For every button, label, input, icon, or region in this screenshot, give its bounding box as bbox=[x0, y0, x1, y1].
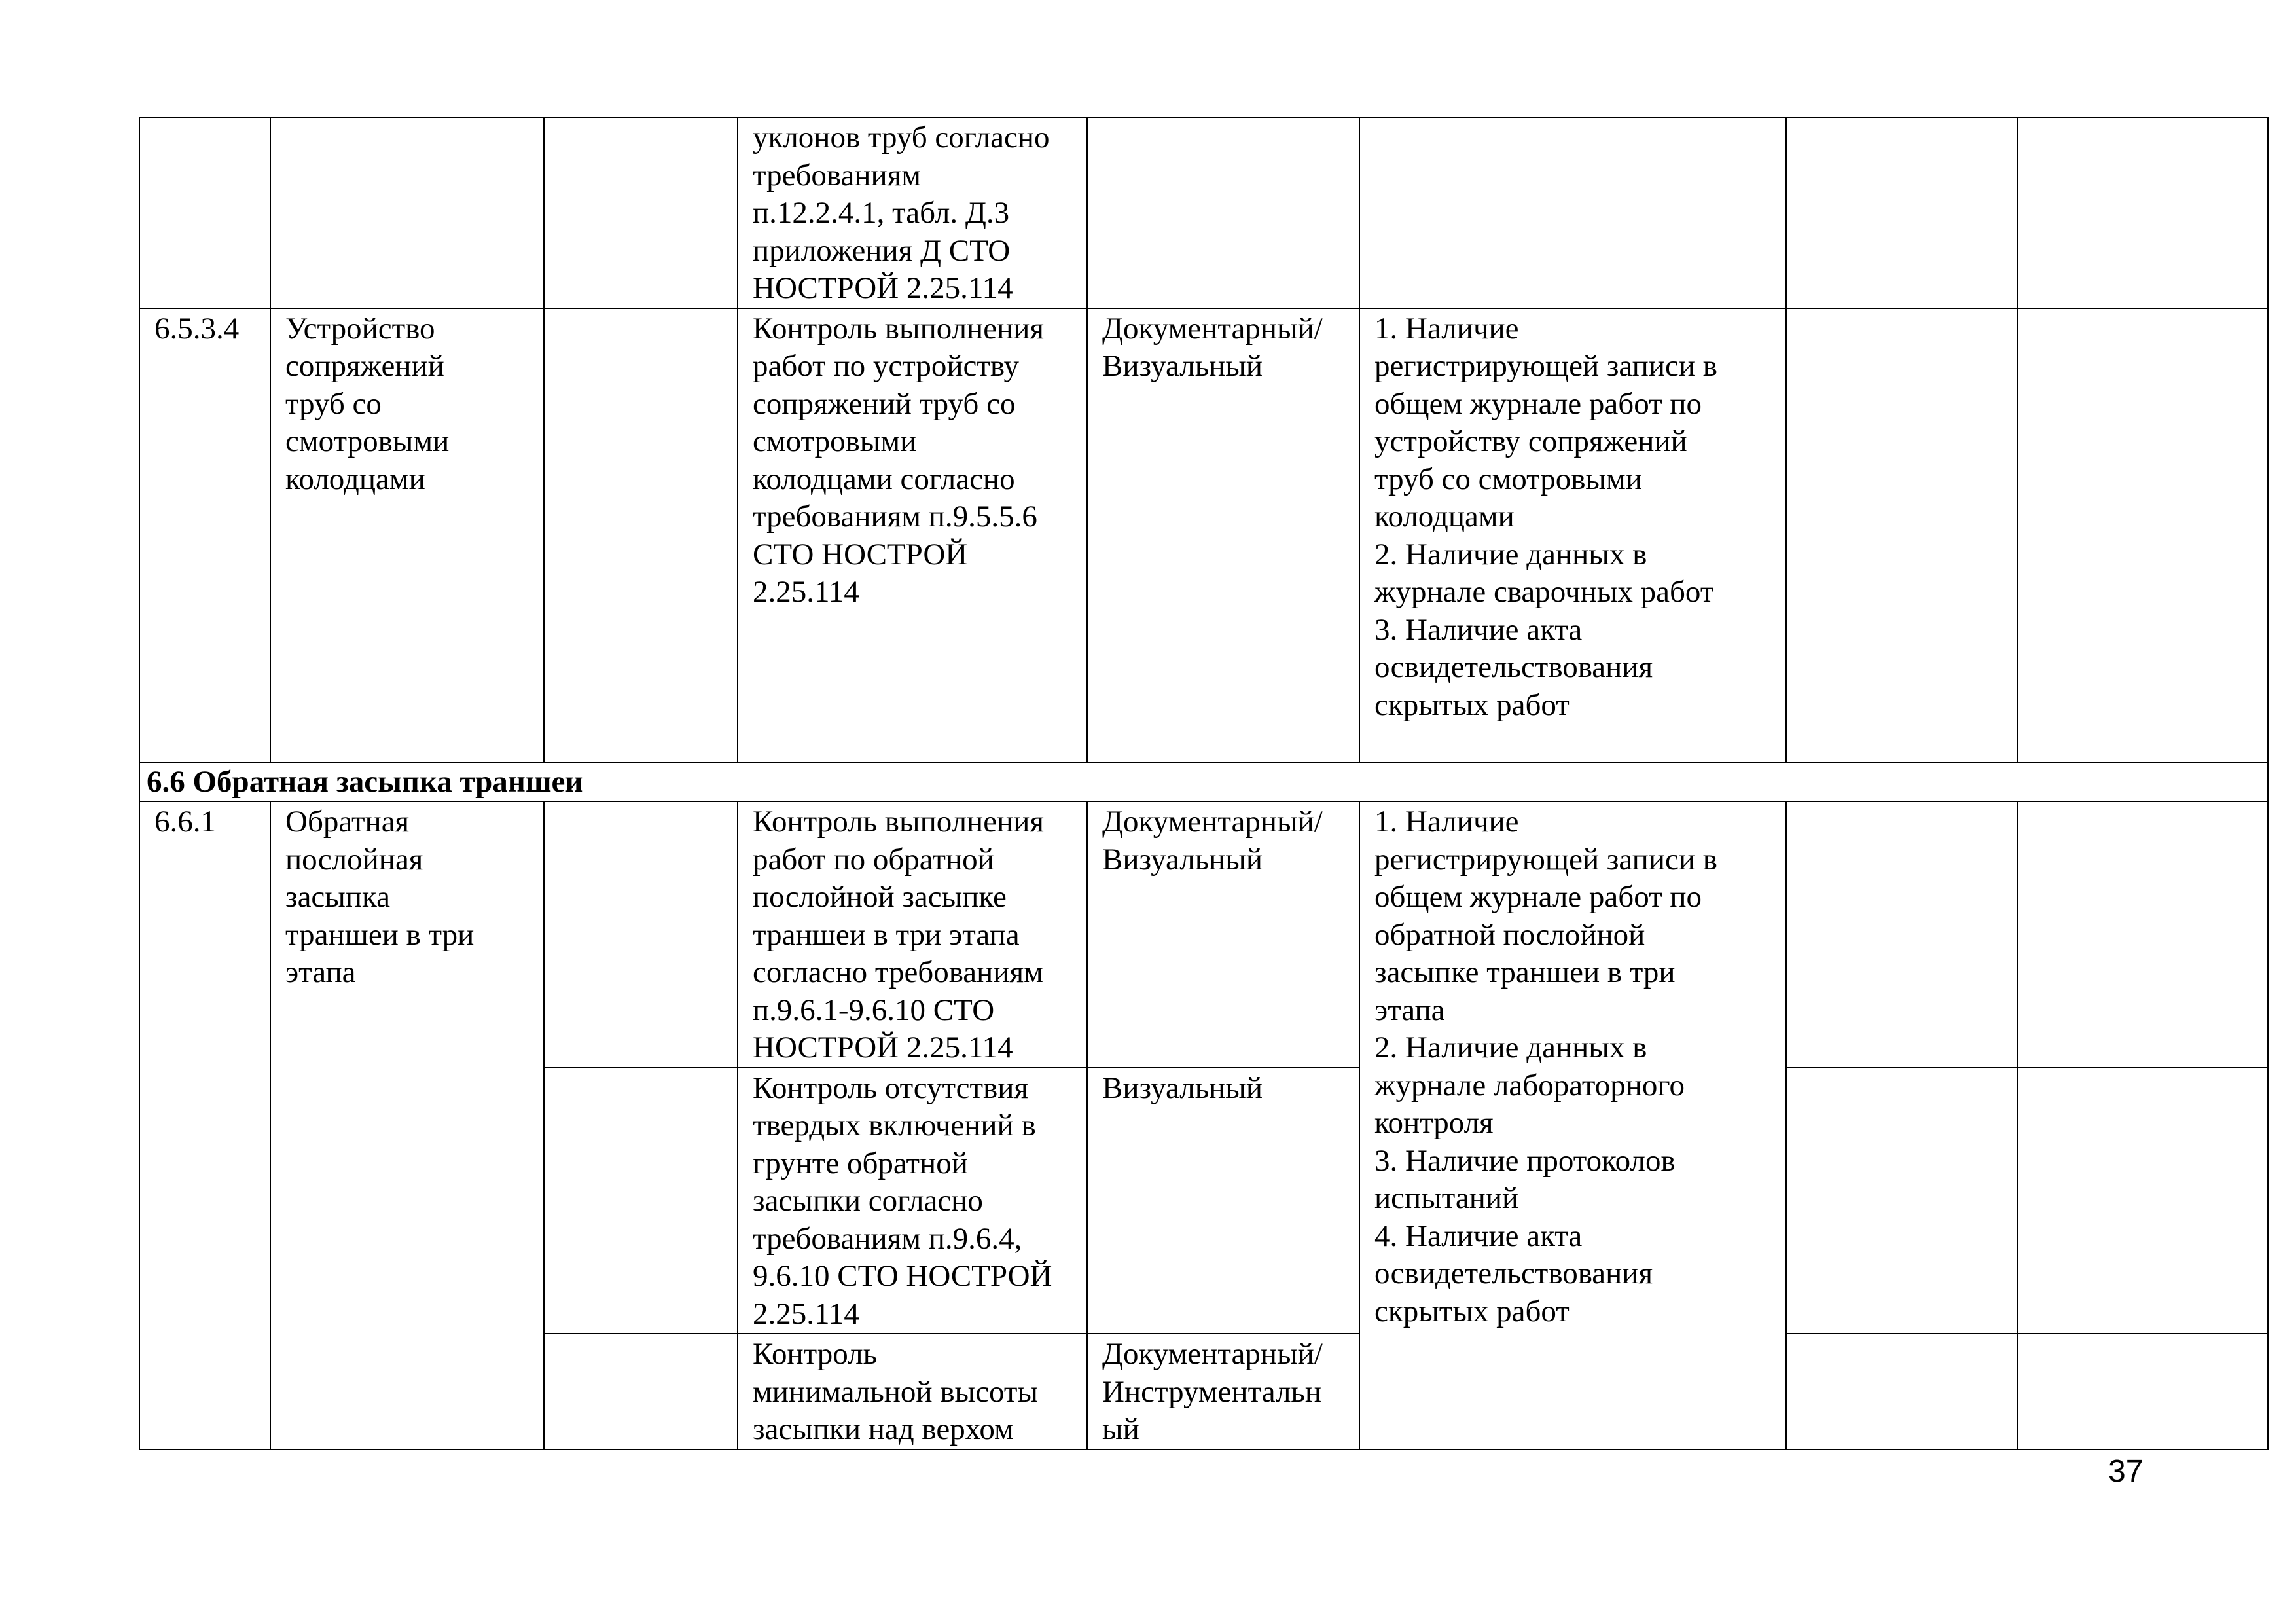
work-name-text: Устройство сопряжений труб со смотровыми колодцами bbox=[285, 311, 450, 496]
cell-empty bbox=[1786, 117, 2018, 308]
work-name-text: Обратная послойная засыпка траншеи в три этапа bbox=[285, 805, 475, 989]
documents-text: 1. Наличие регистрирующей записи в общем журнале работ по обратной послойной засыпке траншеи в три этапа 2. Наличие данных в журнале лабораторного контроля 3. Наличие протоколов испытаний 4. Наличие акта освидетельствования скрытых работ bbox=[1374, 805, 1717, 1328]
cell-empty bbox=[2018, 117, 2268, 308]
cell-method bbox=[1087, 308, 1359, 763]
cell-work-name bbox=[270, 117, 544, 308]
cell-work-name bbox=[270, 308, 544, 763]
method-text: Визуальный bbox=[1102, 1070, 1263, 1105]
cell-method bbox=[1087, 801, 1359, 1068]
cell-method bbox=[1087, 1334, 1359, 1450]
cell-empty bbox=[1786, 1334, 2018, 1450]
control-text: уклонов труб согласно требованиям п.12.2.4.1, табл. Д.3 приложения Д СТО НОСТРОЙ 2.25.114 bbox=[753, 120, 1050, 305]
cell-control bbox=[738, 117, 1087, 308]
cell-control bbox=[738, 1334, 1087, 1450]
cell-empty bbox=[2018, 308, 2268, 763]
table-row bbox=[139, 801, 2268, 1068]
cell-empty bbox=[2018, 1068, 2268, 1334]
cell-empty bbox=[544, 801, 738, 1068]
section-row bbox=[139, 763, 2268, 802]
method-text: Документарный/ Визуальный bbox=[1102, 311, 1323, 383]
cell-documents bbox=[1359, 308, 1786, 763]
cell-empty bbox=[1786, 801, 2018, 1068]
cell-work-name bbox=[270, 801, 544, 1450]
table-row bbox=[139, 308, 2268, 763]
control-text: Контроль минимальной высоты засыпки над верхом bbox=[753, 1337, 1038, 1446]
cell-empty bbox=[544, 117, 738, 308]
section-heading: 6.6 Обратная засыпка траншеи bbox=[139, 763, 2268, 802]
cell-documents bbox=[1359, 117, 1786, 308]
cell-control bbox=[738, 1068, 1087, 1334]
cell-number bbox=[139, 117, 270, 308]
cell-empty bbox=[544, 308, 738, 763]
cell-control bbox=[738, 801, 1087, 1068]
cell-method bbox=[1087, 1068, 1359, 1334]
cell-control bbox=[738, 308, 1087, 763]
control-table bbox=[139, 117, 2269, 1450]
cell-empty bbox=[1786, 1068, 2018, 1334]
table-row bbox=[139, 117, 2268, 308]
cell-empty bbox=[544, 1334, 738, 1450]
method-text: Документарный/ Инструментальн ый bbox=[1102, 1337, 1323, 1446]
control-text: Контроль отсутствия твердых включений в грунте обратной засыпки согласно требованиям п.9.6.4, 9.6.10 СТО НОСТРОЙ 2.25.114 bbox=[753, 1070, 1052, 1331]
control-text: Контроль выполнения работ по обратной послойной засыпке траншеи в три этапа согласно требованиям п.9.6.1-9.6.10 СТО НОСТРОЙ 2.25.114 bbox=[753, 805, 1044, 1065]
cell-documents bbox=[1359, 801, 1786, 1450]
item-number: 6.6.1 bbox=[154, 805, 216, 839]
cell-empty bbox=[2018, 801, 2268, 1068]
item-number: 6.5.3.4 bbox=[154, 311, 240, 346]
method-text: Документарный/ Визуальный bbox=[1102, 805, 1323, 877]
cell-empty bbox=[2018, 1334, 2268, 1450]
control-text: Контроль выполнения работ по устройству сопряжений труб со смотровыми колодцами согласно требованиям п.9.5.5.6 СТО НОСТРОЙ 2.25.114 bbox=[753, 311, 1044, 609]
page-number: 37 bbox=[2108, 1454, 2144, 1489]
cell-empty bbox=[544, 1068, 738, 1334]
cell-number bbox=[139, 308, 270, 763]
cell-method bbox=[1087, 117, 1359, 308]
documents-text: 1. Наличие регистрирующей записи в общем журнале работ по устройству сопряжений труб со смотровыми колодцами 2. Наличие данных в журнале сварочных работ 3. Наличие акта освидетельствования скрытых работ bbox=[1374, 311, 1717, 722]
cell-empty bbox=[1786, 308, 2018, 763]
cell-number bbox=[139, 801, 270, 1450]
